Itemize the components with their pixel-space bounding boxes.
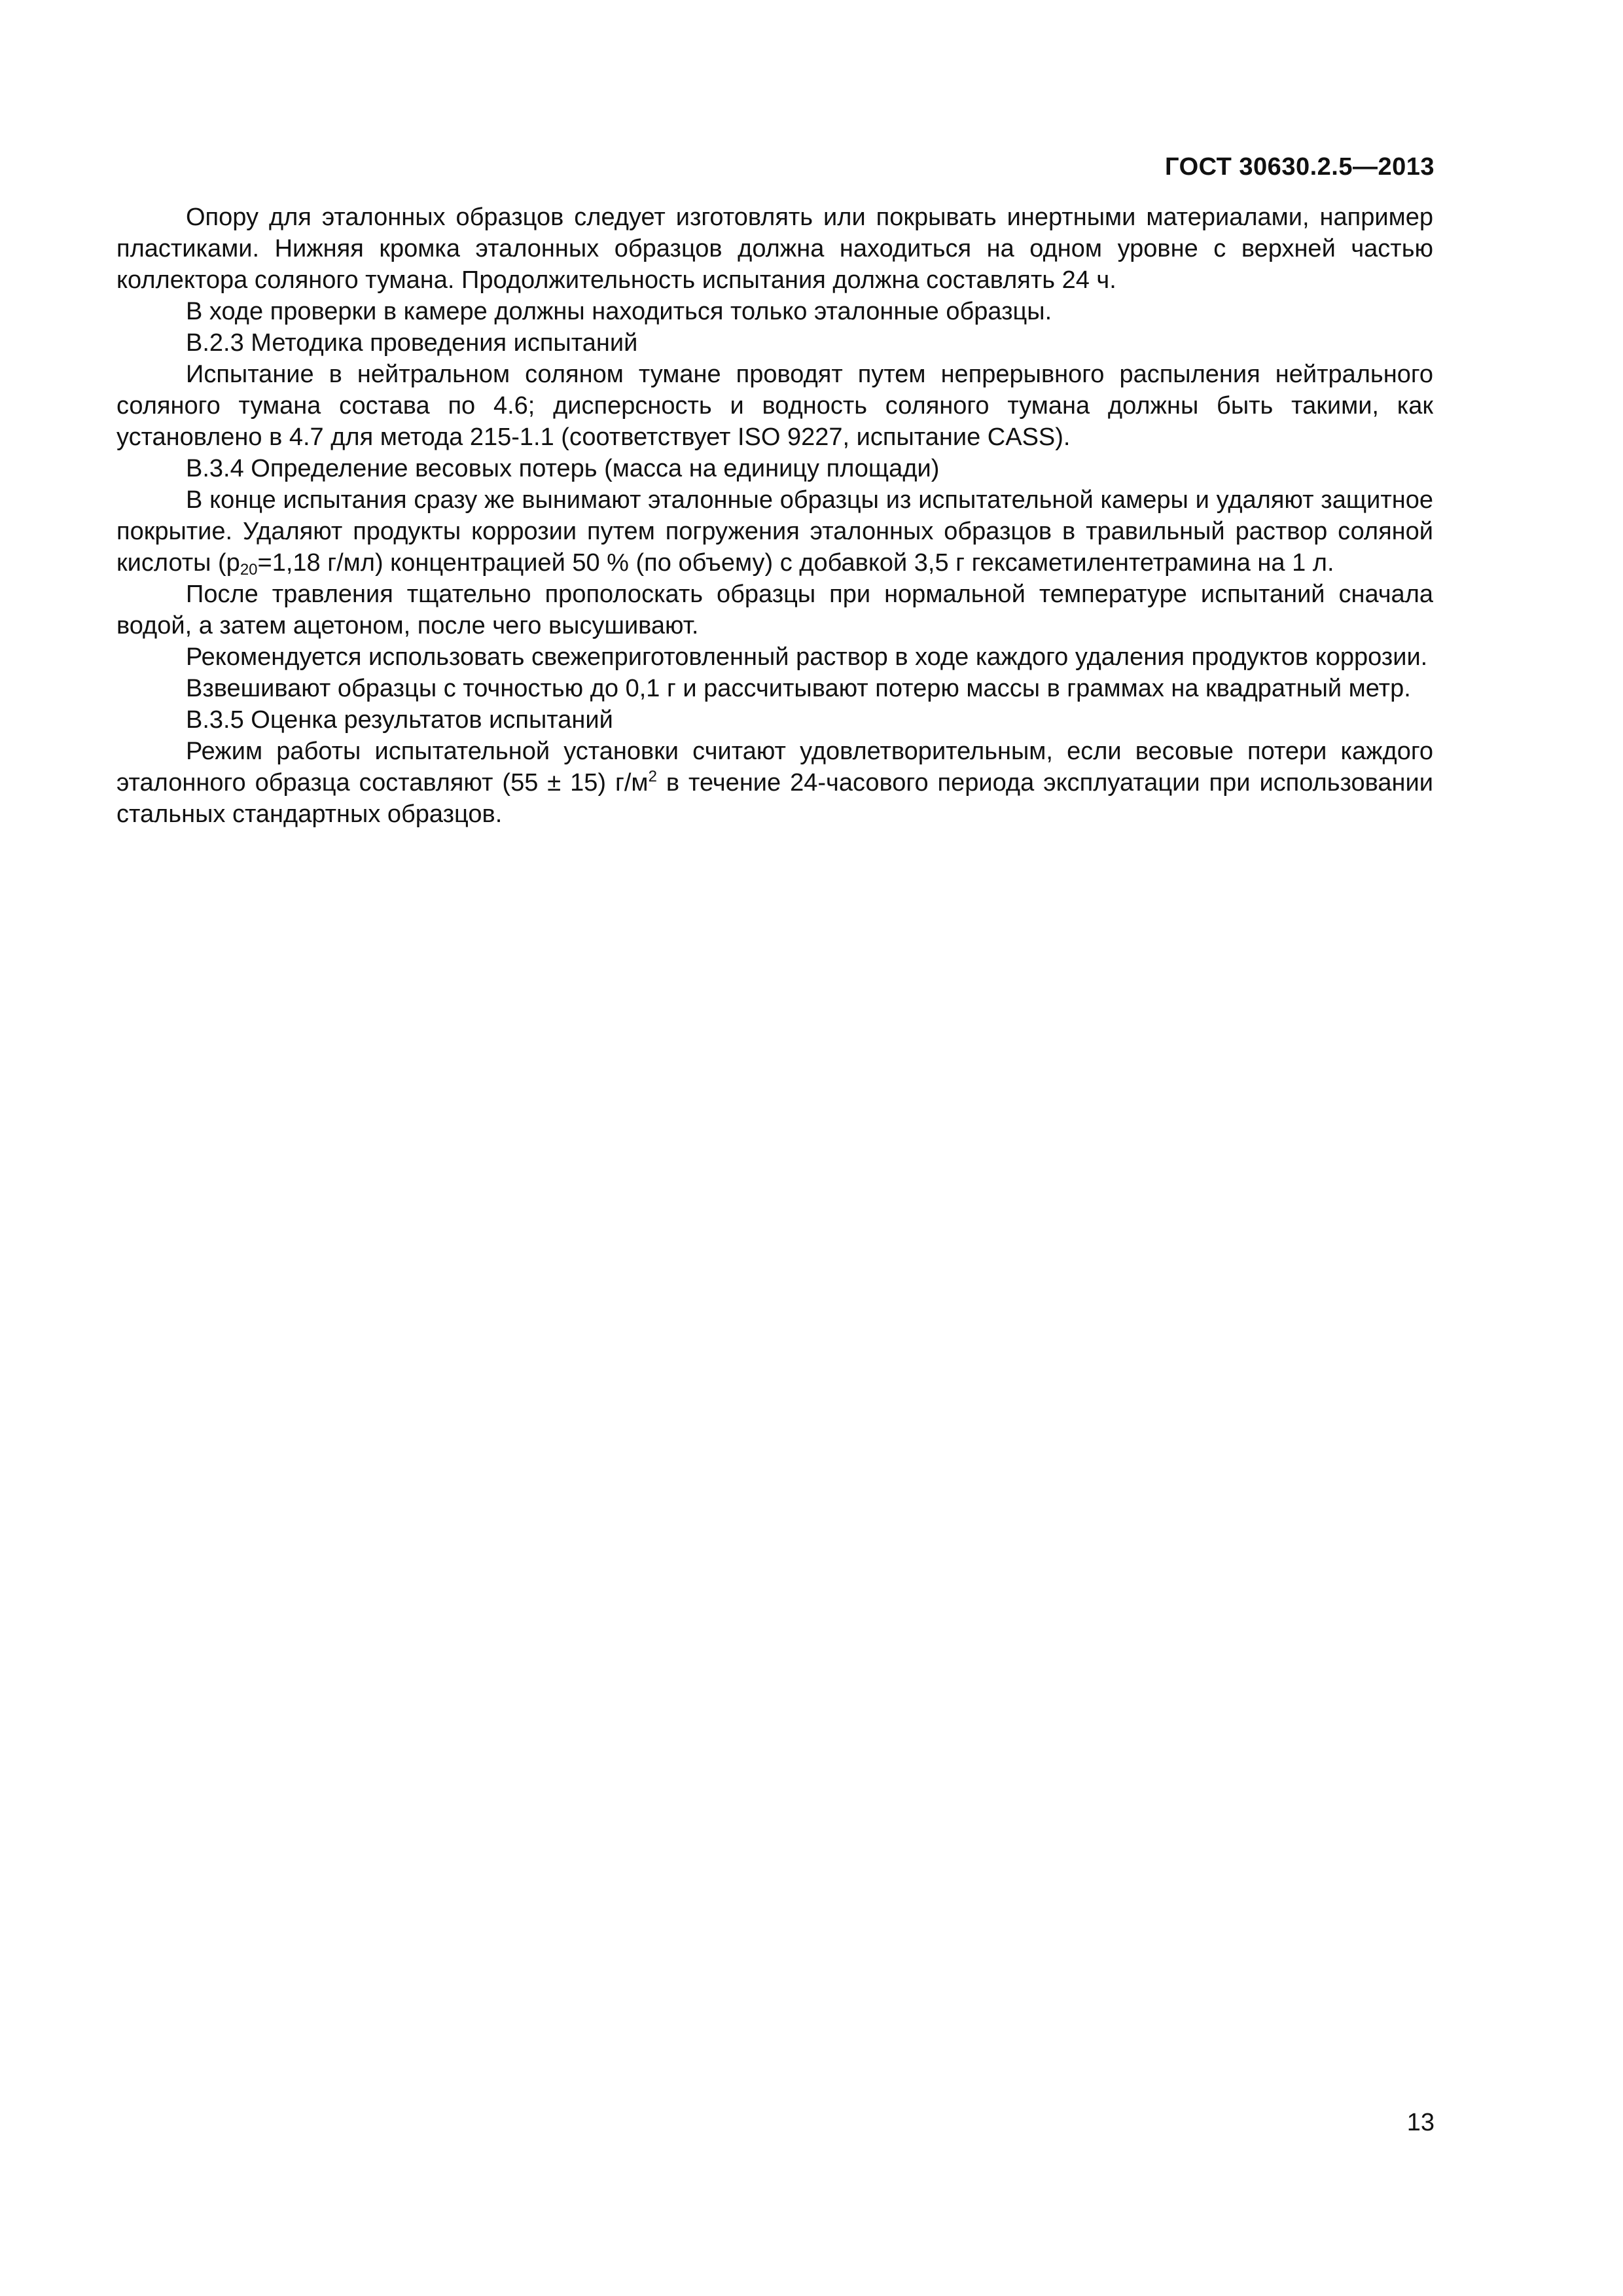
paragraph-evaluation — [116, 736, 1433, 830]
paragraph-test-procedure: Испытание в нейтральном соляном тумане проводят путем непрерывного распыления нейтрального соляного тумана состава по 4.6; дисперсность и водность соляного тумана должны быть такими, как установлено в 4.7 для метода 215-1.1 (соответствует ISO 9227, испытание CASS). — [116, 361, 1433, 451]
paragraph-rinsing: После травления тщательно прополоскать образцы при нормальной температуре испытаний сначала водой, а затем ацетоном, после чего высушивают. — [116, 581, 1433, 639]
section-heading-b35: В.3.5 Оценка результатов испытаний — [186, 706, 613, 734]
paragraph-weighing: Взвешивают образцы с точностью до 0,1 г и рассчитывают потерю массы в граммах на квадратный метр. — [186, 675, 1411, 702]
paragraph-reference-samples-only: В ходе проверки в камере должны находиться только эталонные образцы. — [186, 298, 1052, 325]
density-subscript: 20 — [240, 561, 258, 579]
standard-code-header: ГОСТ 30630.2.5—2013 — [1165, 153, 1435, 181]
paragraph-weight-loss-part2: =1,18 г/мл) концентрацией 50 % (по объему) с добавкой 3,5 г гексаметилентетрамина на 1 л. — [257, 549, 1334, 577]
section-heading-b34: В.3.4 Определение весовых потерь (масса на единицу площади) — [186, 455, 940, 482]
paragraph-fresh-solution: Рекомендуется использовать свежеприготовленный раствор в ходе каждого удаления продуктов коррозии. — [186, 643, 1428, 671]
page-number: 13 — [1406, 2109, 1435, 2136]
paragraph-weight-loss — [116, 484, 1433, 579]
section-heading-b23: В.2.3 Методика проведения испытаний — [186, 329, 638, 357]
paragraph-weight-loss-part1: В конце испытания сразу же вынимают эталонные образцы из испытательной камеры и удаляют защитное покрытие. Удаляют продукты коррозии путем погружения эталонных образцов в травильный раствор соляной кислоты (р — [116, 486, 1433, 577]
paragraph-support-material: Опору для эталонных образцов следует изготовлять или покрывать инертными материалами, например пластиками. Нижняя кромка эталонных образцов должна находиться на одном уровне с верхней частью коллектора соляного тумана. Продолжительность испытания должна составлять 24 ч. — [116, 204, 1433, 294]
square-meter-superscript: 2 — [648, 768, 657, 785]
document-body — [116, 202, 1433, 830]
paragraph-evaluation-part2: в течение 24-часового периода эксплуатации при использовании стальных стандартных образцов. — [116, 769, 1433, 828]
paragraph-evaluation-part1: Режим работы испытательной установки считают удовлетворительным, если весовые потери каждого эталонного образца составляют (55 ± 15) г/м — [116, 738, 1433, 797]
